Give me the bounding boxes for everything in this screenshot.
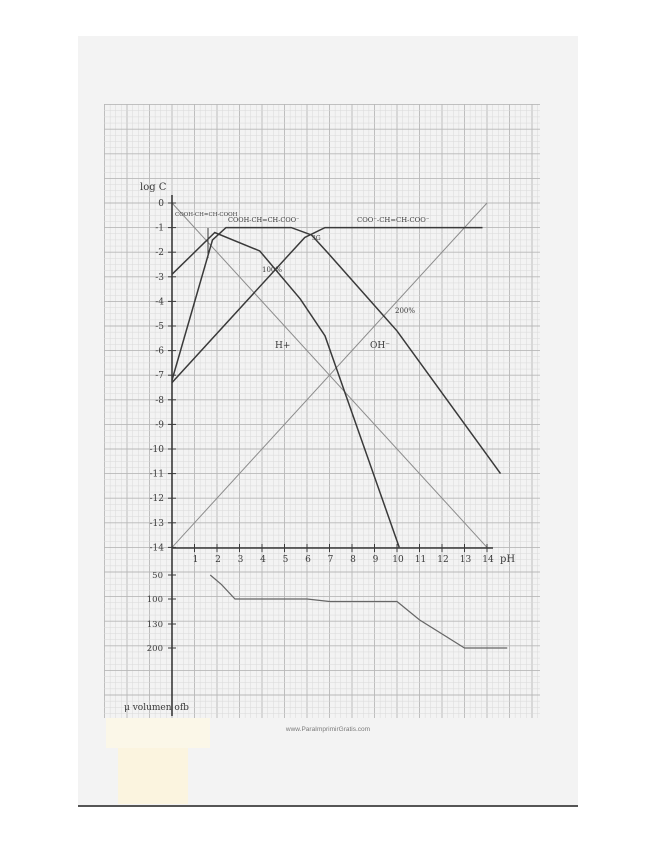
- y-tick-label: -5: [155, 322, 164, 332]
- x-tick-label: 3: [237, 555, 244, 565]
- x-tick-label: 8: [350, 555, 356, 565]
- footer-website: www.ParaImprimirGratis.com: [285, 726, 371, 733]
- annotation-3g: 3G: [312, 235, 321, 242]
- y-tick-label: -4: [155, 297, 164, 308]
- x-tick-label: 1: [192, 555, 199, 565]
- x-tick-label: 11: [414, 555, 427, 565]
- y-tick-label: -8: [155, 395, 164, 406]
- lower-tick-label: 200: [146, 644, 163, 654]
- species-label-monoanion: COOH-CH=CH-COO⁻: [228, 216, 300, 224]
- x-tick-label: 9: [372, 555, 379, 565]
- y-tick-label: -9: [155, 420, 164, 431]
- y-tick-label: 0: [158, 199, 164, 209]
- x-axis-label: pH: [500, 554, 516, 565]
- margin-shadow-2: [106, 718, 210, 748]
- x-tick-label: 12: [437, 555, 449, 565]
- y-tick-label: -11: [149, 469, 164, 480]
- y-tick-label: -7: [155, 371, 164, 382]
- paper-sheet: [78, 36, 578, 806]
- annotation-200: 200%: [395, 307, 416, 315]
- y-tick-label: -12: [149, 494, 164, 505]
- lower-tick-label: 130: [146, 620, 163, 630]
- lower-y-axis-label: μ volumen ofb: [124, 703, 189, 713]
- y-tick-label: -14: [149, 543, 164, 554]
- y-tick-label: -2: [155, 248, 164, 259]
- species-label-dianion: COO⁻-CH=CH-COO⁻: [357, 216, 430, 224]
- y-tick-label: -3: [155, 272, 164, 283]
- x-tick-label: 4: [260, 555, 266, 565]
- x-tick-label: 5: [282, 555, 289, 565]
- y-tick-label: -10: [149, 445, 164, 455]
- x-tick-label: 6: [305, 555, 311, 565]
- lower-tick-label: 50: [152, 571, 163, 581]
- x-tick-label: 10: [392, 555, 404, 565]
- x-tick-label: 2: [215, 555, 221, 565]
- y-tick-label: -13: [149, 518, 164, 529]
- y-axis-label: log C: [140, 182, 167, 193]
- x-tick-label: 7: [327, 555, 334, 565]
- x-tick-label: 13: [459, 555, 472, 565]
- x-tick-label: 14: [482, 555, 494, 565]
- annotation-h-plus: H+: [275, 341, 291, 351]
- annotation-oh-minus: OH⁻: [370, 341, 390, 351]
- y-tick-label: -6: [155, 346, 164, 357]
- species-label-acid: COOH-CH=CH-COOH: [175, 212, 238, 218]
- scan-bottom-edge: [78, 805, 578, 807]
- lower-tick-label: 100: [146, 595, 163, 605]
- y-tick-label: -1: [155, 223, 164, 234]
- annotation-100: 100%: [262, 266, 283, 274]
